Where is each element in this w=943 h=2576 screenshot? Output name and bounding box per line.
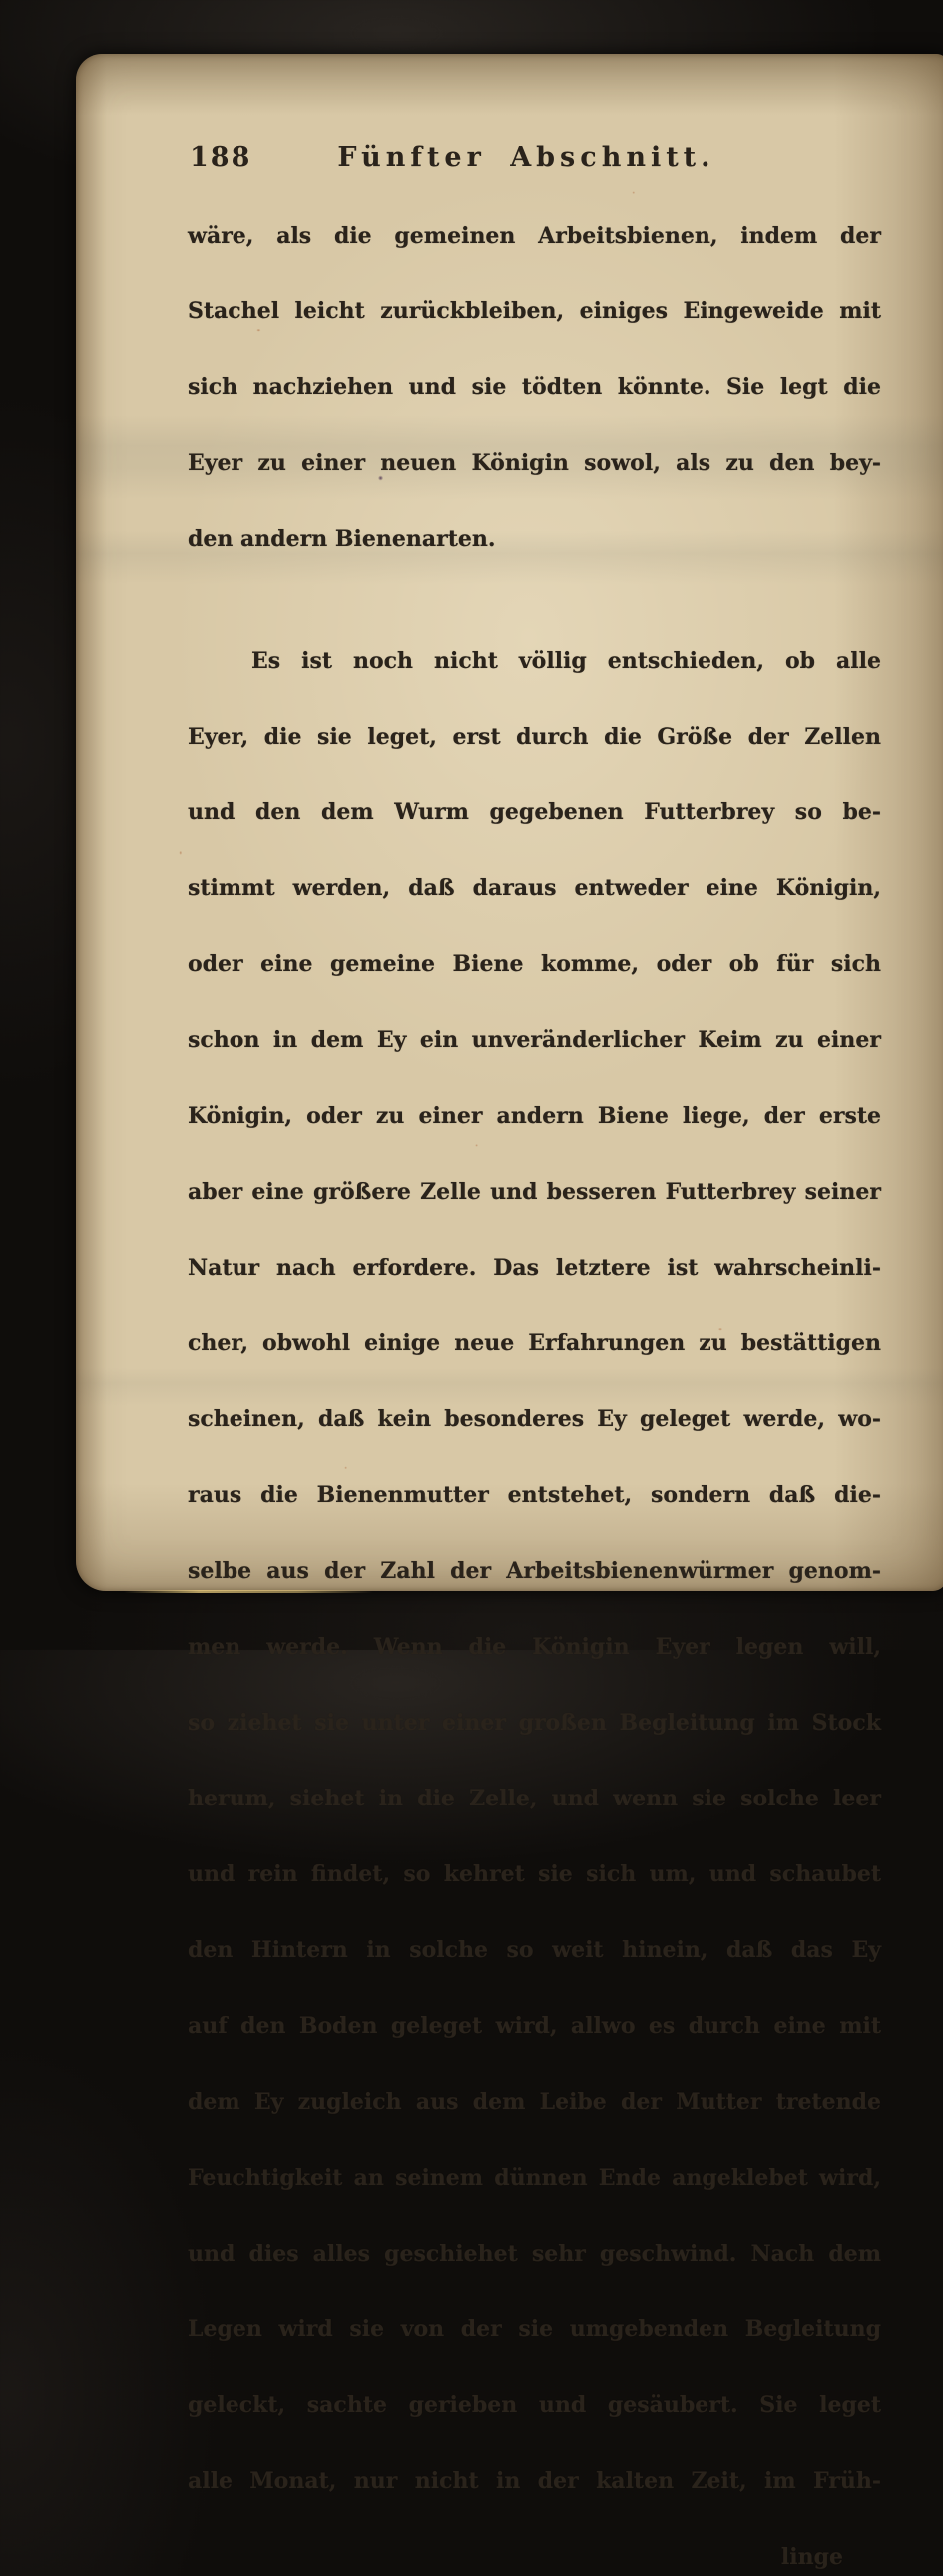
running-header bbox=[188, 142, 881, 173]
text-line: scheinen, daß kein besonderes Ey geleget werde, wo- bbox=[188, 1406, 881, 1432]
text-line: Königin, oder zu einer andern Biene liege, der erste bbox=[188, 1103, 881, 1129]
text-line: den andern Bienenarten. bbox=[188, 526, 496, 552]
text-line: stimmt werden, daß daraus entweder eine Königin, bbox=[188, 875, 881, 901]
text-line: so ziehet sie unter einer großen Begleitung im Stock bbox=[188, 1710, 881, 1736]
text-line: Stachel leicht zurückbleiben, einiges Eingeweide mit bbox=[188, 298, 881, 324]
catchword: linge bbox=[780, 2544, 843, 2570]
running-title: Fünfter Abschnitt. bbox=[337, 142, 715, 173]
page-number: 188 bbox=[190, 142, 252, 173]
text-line: Eyer, die sie leget, erst durch die Größe der Zellen bbox=[188, 724, 881, 750]
text-line: cher, obwohl einige neue Erfahrungen zu bestättigen bbox=[188, 1330, 881, 1356]
paragraph bbox=[188, 217, 881, 558]
book-page bbox=[76, 54, 943, 2570]
text-line: selbe aus der Zahl der Arbeitsbienenwürmer genom- bbox=[188, 1558, 881, 1584]
text-line: dem Ey zugleich aus dem Leibe der Mutter tretende bbox=[188, 2089, 881, 2115]
page-edge-highlight bbox=[124, 1590, 373, 1593]
text-line: Feuchtigkeit an seinem dünnen Ende angeklebet wird, bbox=[188, 2165, 881, 2191]
text-line: Eyer zu einer neuen Königin sowol, als zu den bey- bbox=[188, 450, 881, 476]
text-line: oder eine gemeine Biene komme, oder ob für sich bbox=[188, 951, 881, 977]
text-line: alle Monat, nur nicht in der kalten Zeit, im Früh- bbox=[188, 2468, 881, 2494]
text-line: und dies alles geschiehet sehr geschwind. Nach dem bbox=[188, 2241, 881, 2267]
text-line: herum, siehet in die Zelle, und wenn sie solche leer bbox=[188, 1786, 881, 1811]
text-line: raus die Bienenmutter entstehet, sondern daß die- bbox=[188, 1482, 881, 1508]
text-line: men werde. Wenn die Königin Eyer legen will, bbox=[188, 1634, 881, 1660]
text-line: Legen wird sie von der sie umgebenden Begleitung bbox=[188, 2317, 881, 2342]
page-content bbox=[188, 142, 881, 2576]
text-line: schon in dem Ey ein unveränderlicher Keim zu einer bbox=[188, 1027, 881, 1053]
text-line: wäre, als die gemeinen Arbeitsbienen, indem der bbox=[188, 223, 881, 249]
text-line: und den dem Wurm gegebenen Futterbrey so be- bbox=[188, 799, 881, 825]
text-line: sich nachziehen und sie tödten könnte. Sie legt die bbox=[188, 374, 881, 400]
text-line: Es ist noch nicht völlig entschieden, ob alle bbox=[251, 648, 881, 674]
text-line: geleckt, sachte gerieben und gesäubert. Sie leget bbox=[188, 2392, 881, 2418]
text-line: Natur nach erfordere. Das letztere ist wahrscheinli- bbox=[188, 1255, 881, 1281]
text-line: den Hintern in solche so weit hinein, daß das Ey bbox=[188, 1937, 881, 1963]
body-text bbox=[188, 217, 881, 2538]
text-line: auf den Boden geleget wird, allwo es durch eine mit bbox=[188, 2013, 881, 2039]
text-line: und rein findet, so kehret sie sich um, und schaubet bbox=[188, 1861, 881, 1887]
text-line: aber eine größere Zelle und besseren Futterbrey seiner bbox=[188, 1179, 881, 1205]
